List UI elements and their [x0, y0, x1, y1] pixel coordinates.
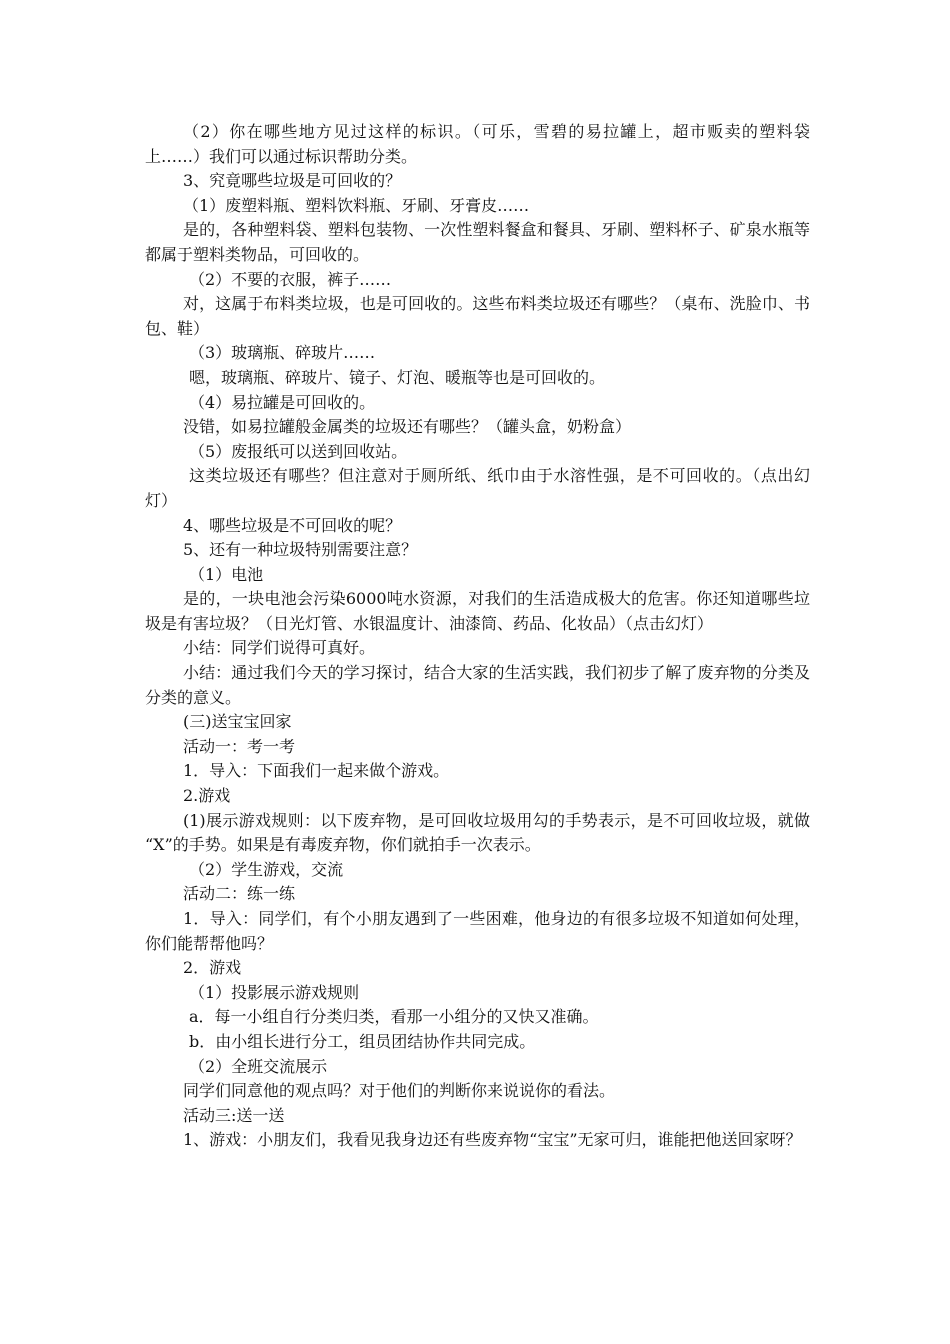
paragraph: (三)送宝宝回家 [183, 712, 292, 732]
paragraph: 是的，一块电池会污染6000吨水资源，对我们的生活造成极大的危害。你还知道哪些垃圾是有害垃圾？（日光灯管、水银温度计、油漆筒、药品、化妆品）（点击幻灯） [145, 589, 810, 633]
document-body [145, 120, 810, 1153]
paragraph: 2．游戏 [183, 958, 242, 978]
paragraph: 这类垃圾还有哪些？但注意对于厕所纸、纸巾由于水溶性强，是不可回收的。（点出幻灯） [145, 466, 810, 510]
paragraph: 活动二：练一练 [183, 884, 296, 904]
paragraph: 5、还有一种垃圾特别需要注意？ [183, 540, 418, 560]
paragraph: 活动一：考一考 [183, 736, 296, 756]
paragraph: (1)展示游戏规则：以下废弃物，是可回收垃圾用勾的手势表示，是不可回收垃圾，就做 “X”的手势。如果是有毒废弃物，你们就拍手一次表示。 [145, 810, 810, 855]
paragraph: 1．导入：同学们，有个小朋友遇到了一些困难，他身边的有很多垃圾不知道如何处理，你们能帮帮他吗？ [145, 909, 810, 953]
paragraph: a．每一小组自行分类归类，看那一小组分的又快又准确。 [189, 1007, 599, 1027]
paragraph: b．由小组长进行分工，组员团结协作共同完成。 [189, 1031, 536, 1051]
paragraph: （3）玻璃瓶、碎玻片…… [189, 343, 376, 363]
paragraph: 是的，各种塑料袋、塑料包装物、一次性塑料餐盒和餐具、牙刷、塑料杯子、矿泉水瓶等都属于塑料类物品，可回收的。 [145, 220, 810, 264]
paragraph: 3、究竟哪些垃圾是可回收的？ [183, 171, 402, 191]
paragraph: （1）电池 [189, 564, 264, 584]
paragraph: （4）易拉罐是可回收的。 [189, 392, 376, 412]
paragraph: 1、游戏：小朋友们，我看见我身边还有些废弃物“宝宝”无家可归，谁能把他送回家呀？ [183, 1130, 802, 1150]
paragraph: 没错，如易拉罐般金属类的垃圾还有哪些？（罐头盒，奶粉盒） [183, 417, 632, 437]
paragraph: 嗯，玻璃瓶、碎玻片、镜子、灯泡、暖瓶等也是可回收的。 [189, 367, 606, 387]
paragraph: 活动三:送一送 [183, 1105, 285, 1125]
paragraph: （5）废报纸可以送到回收站。 [189, 441, 408, 461]
paragraph: （2）不要的衣服，裤子…… [189, 269, 392, 289]
paragraph: 对，这属于布料类垃圾，也是可回收的。这些布料类垃圾还有哪些？（桌布、洗脸巾、书包、鞋） [145, 294, 810, 338]
paragraph: 2.游戏 [183, 786, 231, 806]
paragraph: （1）投影展示游戏规则 [189, 982, 360, 1002]
paragraph: 4、哪些垃圾是不可回收的呢？ [183, 515, 402, 535]
paragraph: （1）废塑料瓶、塑料饮料瓶、牙刷、牙膏皮…… [183, 195, 530, 215]
paragraph: 同学们同意他的观点吗？对于他们的判断你来说说你的看法。 [183, 1081, 616, 1101]
paragraph: 小结：同学们说得可真好。 [183, 638, 376, 658]
paragraph: （2）全班交流展示 [189, 1056, 328, 1076]
paragraph: 小结：通过我们今天的学习探讨，结合大家的生活实践，我们初步了解了废弃物的分类及分类的意义。 [145, 663, 810, 707]
paragraph: （2）学生游戏，交流 [189, 859, 344, 879]
paragraph: （2）你在哪些地方见过这样的标识。（可乐，雪碧的易拉罐上，超市贩卖的塑料袋上……）我们可以通过标识帮助分类。 [145, 122, 810, 166]
paragraph: 1．导入：下面我们一起来做个游戏。 [183, 761, 450, 781]
